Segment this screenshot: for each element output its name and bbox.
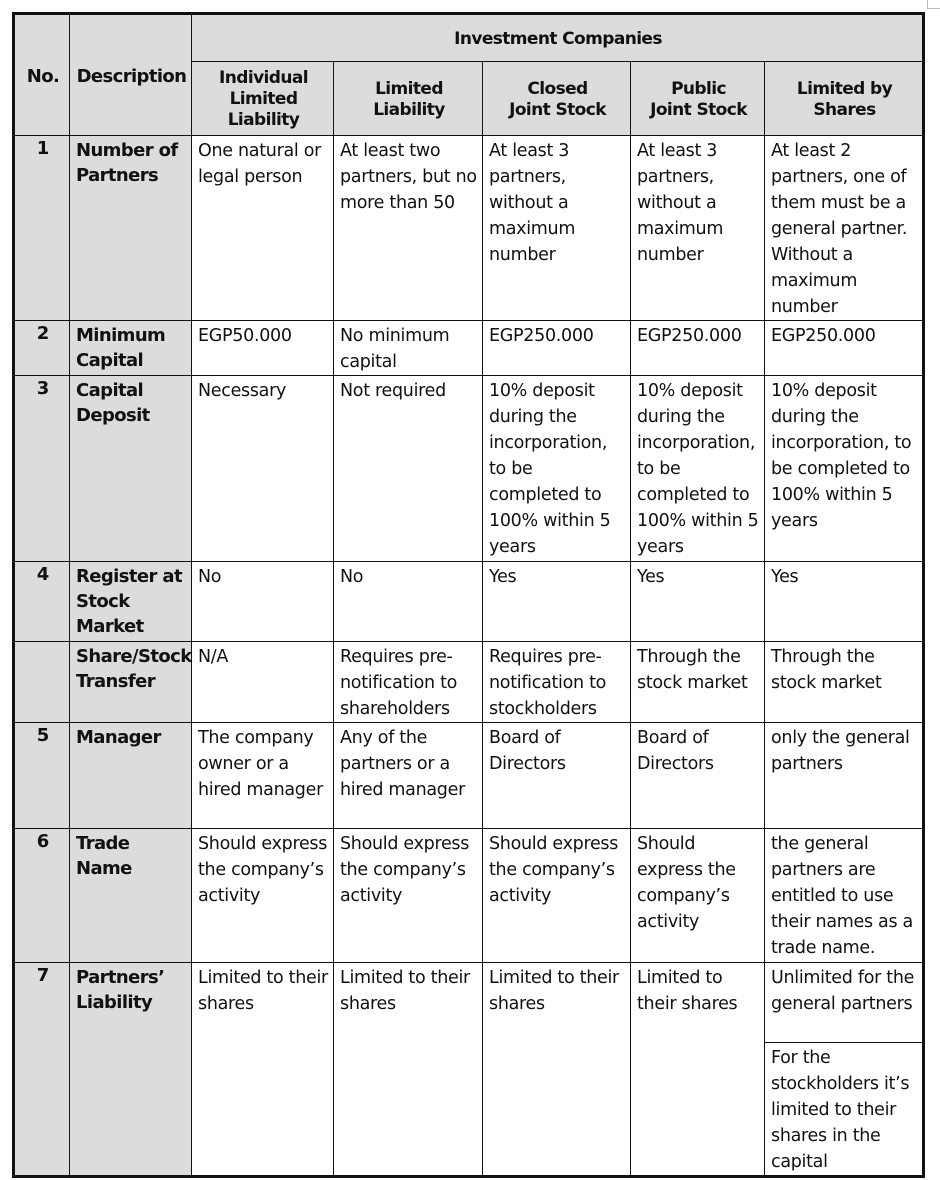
- row-number: 2: [14, 321, 70, 376]
- table-row: [14, 642, 924, 723]
- header-col-limited-by-shares: Limited by Shares: [765, 62, 924, 136]
- table-cell: Should express the company’s activity: [631, 829, 765, 963]
- header-col-closed-joint-stock: Closed Joint Stock: [483, 62, 631, 136]
- table-cell: Limited to their shares: [334, 963, 483, 1177]
- table-cell: Unlimited for the general partners: [765, 963, 924, 1043]
- table-cell: Yes: [483, 562, 631, 642]
- header-col-limited-liability: Limited Liability: [334, 62, 483, 136]
- table-cell: Yes: [631, 562, 765, 642]
- table-cell: only the general partners: [765, 723, 924, 829]
- table-cell: No: [334, 562, 483, 642]
- row-description: Partners’ Liability: [70, 963, 192, 1177]
- table-row: [14, 136, 924, 321]
- table-row: [14, 321, 924, 376]
- table-cell: EGP250.000: [765, 321, 924, 376]
- table-cell: Should express the company’s activity: [483, 829, 631, 963]
- header-row-group: [14, 14, 924, 62]
- row-number: [14, 642, 70, 723]
- table-cell: EGP50.000: [192, 321, 334, 376]
- company-types-table: [12, 12, 925, 1178]
- header-description: Description: [70, 14, 192, 136]
- header-investment-companies: Investment Companies: [192, 14, 924, 62]
- table-cell: 10% deposit during the incorporation, to be completed to 100% within 5 years: [631, 376, 765, 562]
- table-cell: EGP250.000: [631, 321, 765, 376]
- corner-mark: [927, 0, 940, 9]
- table-cell: 10% deposit during the incorporation, to be completed to 100% within 5 years: [765, 376, 924, 562]
- row-number: 6: [14, 829, 70, 963]
- table-cell: Necessary: [192, 376, 334, 562]
- table-cell: Requires pre-notification to shareholders: [334, 642, 483, 723]
- table-cell: Requires pre-notification to stockholders: [483, 642, 631, 723]
- table-cell: At least two partners, but no more than 50: [334, 136, 483, 321]
- table-cell: No minimum capital: [334, 321, 483, 376]
- table-cell: Limited to their shares: [631, 963, 765, 1177]
- table-row: [14, 723, 924, 829]
- table-cell: Should express the company’s activity: [334, 829, 483, 963]
- table-row: [14, 829, 924, 963]
- table-cell: Any of the partners or a hired manager: [334, 723, 483, 829]
- table-cell: No: [192, 562, 334, 642]
- row-description: Share/Stock Transfer: [70, 642, 192, 723]
- table-row: [14, 562, 924, 642]
- table-cell: At least 3 partners, without a maximum number: [631, 136, 765, 321]
- table-row: [14, 963, 924, 1043]
- header-col-individual-limited-liability: Individual Limited Liability: [192, 62, 334, 136]
- table-cell: Through the stock market: [631, 642, 765, 723]
- row-number: 1: [14, 136, 70, 321]
- table-cell: At least 3 partners, without a maximum number: [483, 136, 631, 321]
- row-number: 3: [14, 376, 70, 562]
- row-description: Minimum Capital: [70, 321, 192, 376]
- table-cell: One natural or legal person: [192, 136, 334, 321]
- table-cell: The company owner or a hired manager: [192, 723, 334, 829]
- table-cell: Yes: [765, 562, 924, 642]
- row-number: 5: [14, 723, 70, 829]
- header-no: No.: [14, 14, 70, 136]
- table-cell: Limited to their shares: [483, 963, 631, 1177]
- table-row: [14, 376, 924, 562]
- row-description: Trade Name: [70, 829, 192, 963]
- row-description: Capital Deposit: [70, 376, 192, 562]
- row-description: Number of Partners: [70, 136, 192, 321]
- table-cell: Limited to their shares: [192, 963, 334, 1177]
- row-description: Manager: [70, 723, 192, 829]
- table-cell: the general partners are entitled to use their names as a trade name.: [765, 829, 924, 963]
- table-cell: Board of Directors: [631, 723, 765, 829]
- header-col-public-joint-stock: Public Joint Stock: [631, 62, 765, 136]
- table-cell: Should express the company’s activity: [192, 829, 334, 963]
- table-cell: At least 2 partners, one of them must be a general partner. Without a maximum number: [765, 136, 924, 321]
- table-cell: 10% deposit during the incorporation, to be completed to 100% within 5 years: [483, 376, 631, 562]
- table-cell: N/A: [192, 642, 334, 723]
- table-cell: Board of Directors: [483, 723, 631, 829]
- row-description: Register at Stock Market: [70, 562, 192, 642]
- row-number: 4: [14, 562, 70, 642]
- table-cell: Through the stock market: [765, 642, 924, 723]
- table-cell: EGP250.000: [483, 321, 631, 376]
- row-number: 7: [14, 963, 70, 1177]
- table-cell: For the stockholders it’s limited to their shares in the capital: [765, 1043, 924, 1177]
- table-cell: Not required: [334, 376, 483, 562]
